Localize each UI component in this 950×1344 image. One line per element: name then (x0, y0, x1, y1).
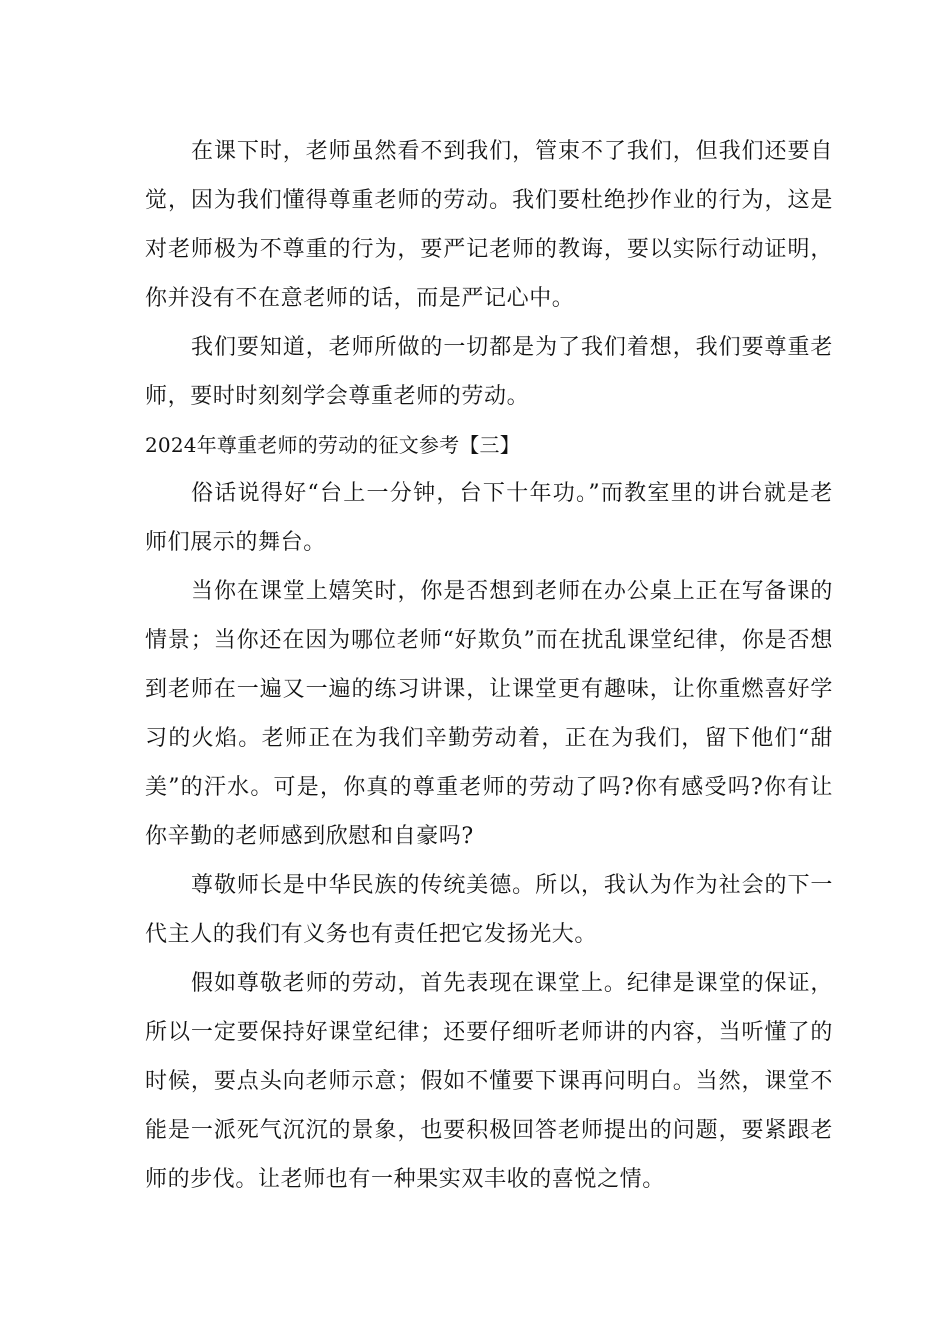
paragraph-5: 尊敬师长是中华民族的传统美德。所以，我认为作为社会的下一代主人的我们有义务也有责任把它发扬光大。 (145, 873, 833, 947)
section-heading: 2024年尊重老师的劳动的征文参考【三】 (145, 433, 520, 457)
document-body (145, 127, 833, 1204)
paragraph-2: 我们要知道，老师所做的一切都是为了我们着想，我们要尊重老师，要时时刻刻学会尊重老师的劳动。 (145, 335, 833, 409)
paragraph-1: 在课下时，老师虽然看不到我们，管束不了我们，但我们还要自觉，因为我们懂得尊重老师的劳动。我们要杜绝抄作业的行为，这是对老师极为不尊重的行为，要严记老师的教诲，要以实际行动证明，你并没有不在意老师的话，而是严记心中。 (145, 139, 833, 311)
paragraph-4: 当你在课堂上嬉笑时，你是否想到老师在办公桌上正在写备课的情景；当你还在因为哪位老师“好欺负”而在扰乱课堂纪律，你是否想到老师在一遍又一遍的练习讲课，让课堂更有趣味，让你重燃喜好学习的火焰。老师正在为我们辛勤劳动着，正在为我们，留下他们“甜美”的汗水。可是，你真的尊重老师的劳动了吗?你有感受吗?你有让你辛勤的老师感到欣慰和自豪吗? (145, 579, 833, 849)
paragraph-3: 俗话说得好“台上一分钟，台下十年功。”而教室里的讲台就是老师们展示的舞台。 (145, 481, 833, 555)
paragraph-6: 假如尊敬老师的劳动，首先表现在课堂上。纪律是课堂的保证，所以一定要保持好课堂纪律；还要仔细听老师讲的内容，当听懂了的时候，要点头向老师示意；假如不懂要下课再问明白。当然，课堂不能是一派死气沉沉的景象，也要积极回答老师提出的问题，要紧跟老师的步伐。让老师也有一种果实双丰收的喜悦之情。 (145, 971, 833, 1192)
